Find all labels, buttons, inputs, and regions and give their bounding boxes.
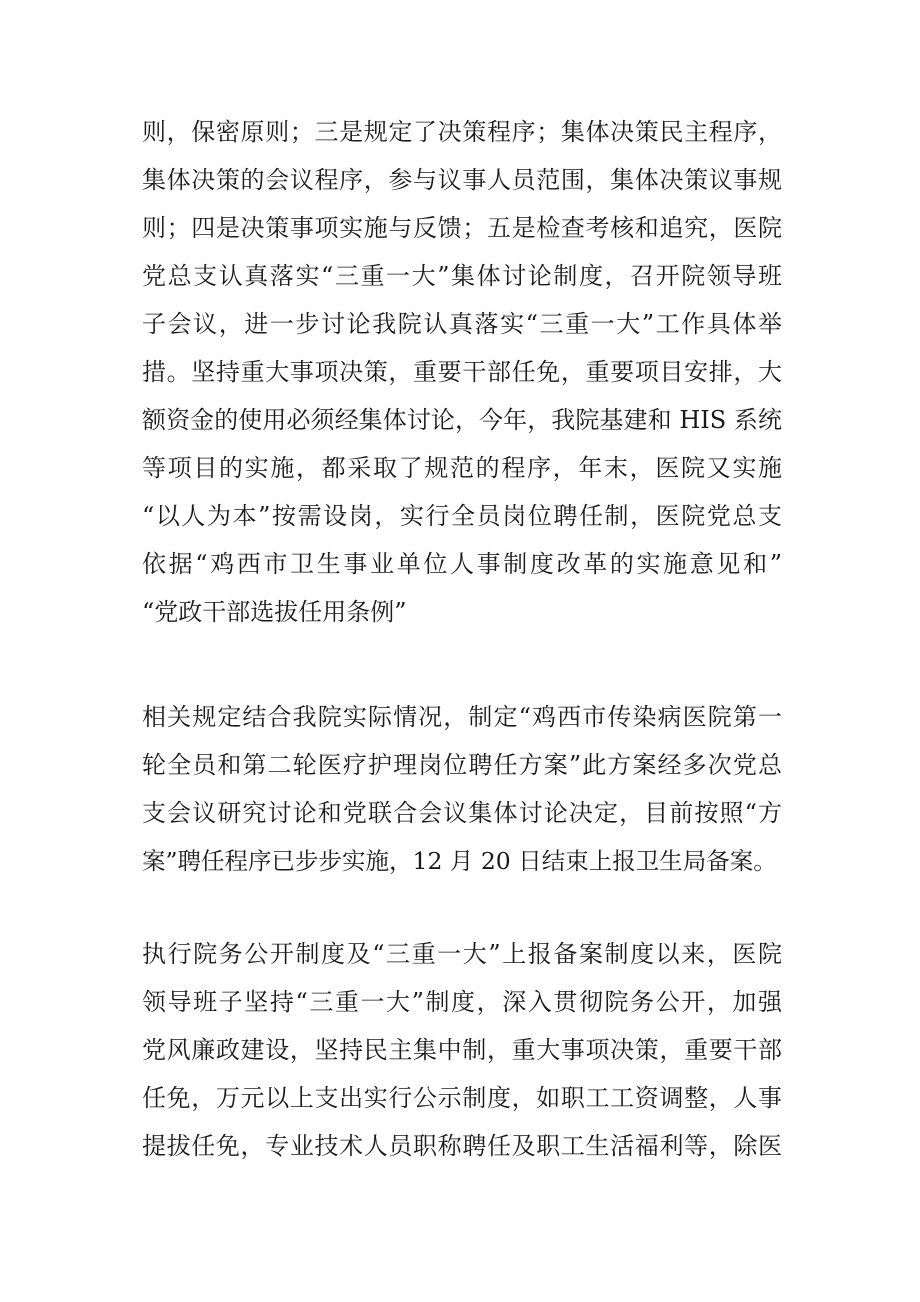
text-line: 党风廉政建设，坚持民主集中制，重大事项决策，重要干部: [142, 1036, 782, 1064]
text-line: 领导班子坚持“三重一大”制度，深入贯彻院务公开，加强: [142, 988, 782, 1016]
text-line: 支会议研究讨论和党联合会议集体讨论决定，目前按照“方: [142, 799, 782, 827]
text-line: 集体决策的会议程序，参与议事人员范围，集体决策议事规: [142, 166, 782, 194]
text-line: 任免，万元以上支出实行公示制度，如职工工资调整，人事: [142, 1084, 782, 1112]
text-line: 措。坚持重大事项决策，重要干部任免，重要项目安排，大: [142, 358, 782, 386]
text-line: 提拔任免，专业技术人员职称聘任及职工生活福利等，除医: [142, 1132, 782, 1160]
text-line: 依据“鸡西市卫生事业单位人事制度改革的实施意见和”: [142, 550, 782, 578]
text-line: 执行院务公开制度及“三重一大”上报备案制度以来，医院: [142, 940, 782, 968]
text-line: 党总支认真落实“三重一大”集体讨论制度，召开院领导班: [142, 262, 782, 290]
text-line: “党政干部选拔任用条例”: [142, 598, 407, 626]
text-line: “以人为本”按需设岗，实行全员岗位聘任制，医院党总支: [142, 502, 782, 530]
text-line: 额资金的使用必须经集体讨论，今年，我院基建和 HIS 系统: [142, 406, 782, 434]
paragraph-1: [142, 108, 782, 636]
text-line: 轮全员和第二轮医疗护理岗位聘任方案”此方案经多次党总: [142, 751, 782, 779]
text-line: 等项目的实施，都采取了规范的程序，年末，医院又实施: [142, 454, 782, 482]
text-line: 案”聘任程序已步步实施，12 月 20 日结束上报卫生局备案。: [142, 847, 777, 875]
text-line: 子会议，进一步讨论我院认真落实“三重一大”工作具体举: [142, 310, 782, 338]
text-line: 相关规定结合我院实际情况，制定“鸡西市传染病医院第一: [142, 703, 782, 731]
text-line: 则；四是决策事项实施与反馈；五是检查考核和追究，医院: [142, 214, 782, 242]
paragraph-2: [142, 693, 782, 885]
text-line: 则，保密原则；三是规定了决策程序；集体决策民主程序，: [142, 118, 782, 146]
paragraph-3: [142, 930, 782, 1170]
